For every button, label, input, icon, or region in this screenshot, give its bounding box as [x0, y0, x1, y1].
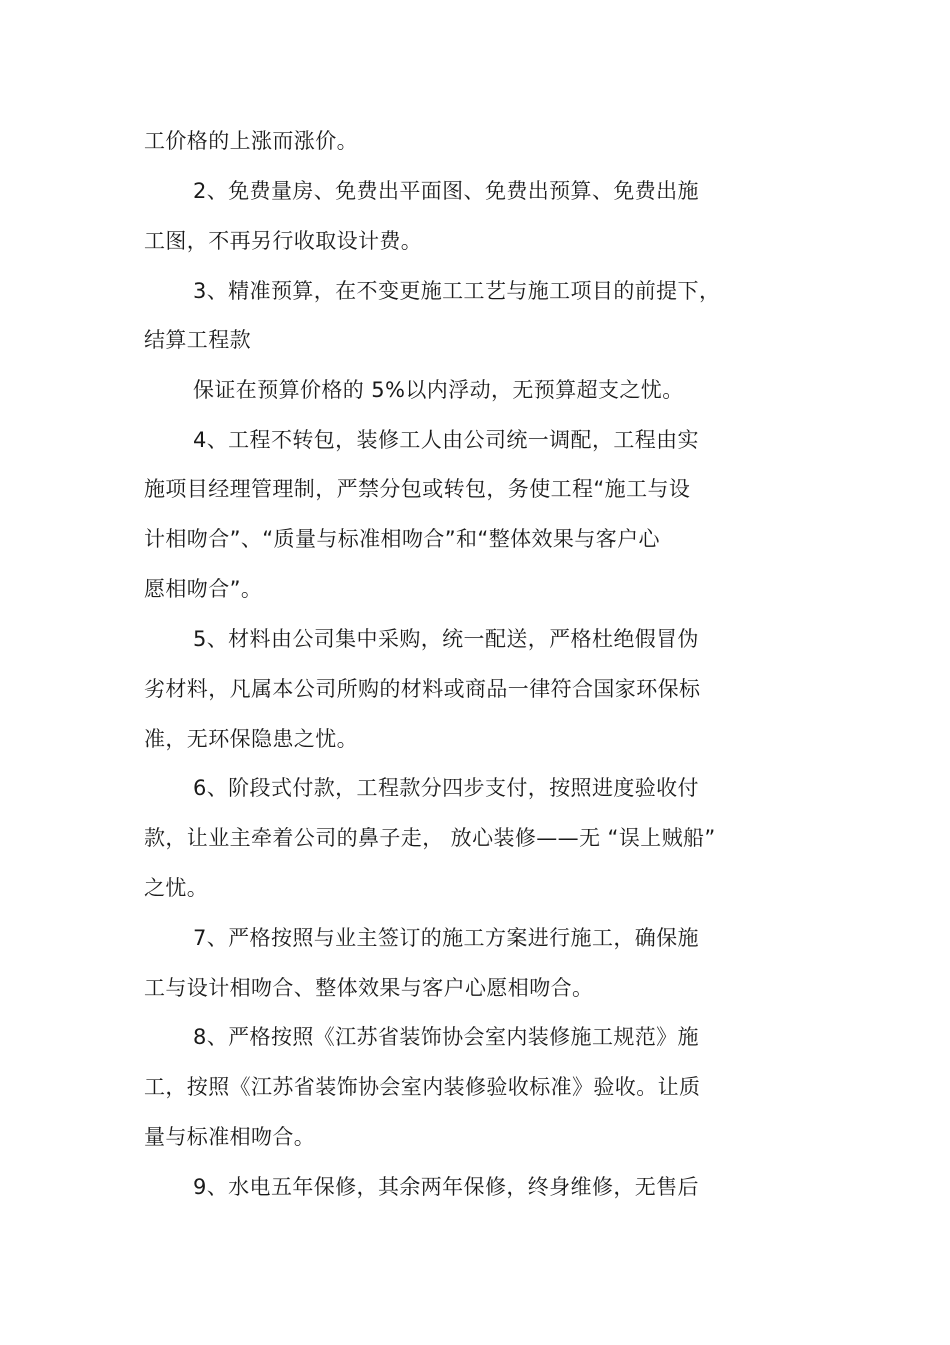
- text-line-8: 施项目经理管理制，严禁分包或转包，务使工程“施工与设: [144, 477, 691, 501]
- text-line-15: 款，让业主牵着公司的鼻子走， 放心装修——无 “误上贼船”: [144, 826, 716, 850]
- text-line-20: 工，按照《江苏省装饰协会室内装修验收标准》验收。让质: [144, 1075, 701, 1099]
- text-line-4: 3、精准预算，在不变更施工工艺与施工项目的前提下，: [193, 279, 721, 303]
- text-line-10: 愿相吻合”。: [144, 577, 263, 601]
- text-line-12: 劣材料，凡属本公司所购的材料或商品一律符合国家环保标: [144, 677, 701, 701]
- text-line-17: 7、严格按照与业主签订的施工方案进行施工，确保施: [193, 926, 699, 950]
- text-line-11: 5、材料由公司集中采购，统一配送，严格杜绝假冒伪: [193, 627, 699, 651]
- text-line-2: 2、免费量房、免费出平面图、免费出预算、免费出施: [193, 179, 699, 203]
- text-line-6: 保证在预算价格的 5%以内浮动，无预算超支之忧。: [193, 378, 684, 402]
- text-line-18: 工与设计相吻合、整体效果与客户心愿相吻合。: [144, 976, 594, 1000]
- text-line-22: 9、水电五年保修，其余两年保修，终身维修，无售后: [193, 1175, 699, 1199]
- text-line-14: 6、阶段式付款，工程款分四步支付，按照进度验收付: [193, 776, 699, 800]
- text-line-13: 准，无环保隐患之忧。: [144, 727, 358, 751]
- text-line-3: 工图，不再另行收取设计费。: [144, 229, 423, 253]
- text-line-16: 之忧。: [144, 876, 209, 900]
- text-line-7: 4、工程不转包，装修工人由公司统一调配，工程由实: [193, 428, 699, 452]
- text-line-1: 工价格的上涨而涨价。: [144, 129, 358, 153]
- text-line-5: 结算工程款: [144, 328, 251, 352]
- text-line-21: 量与标准相吻合。: [144, 1125, 316, 1149]
- text-line-19: 8、严格按照《江苏省装饰协会室内装修施工规范》施: [193, 1025, 699, 1049]
- text-line-9: 计相吻合”、“质量与标准相吻合”和“整体效果与客户心: [144, 527, 660, 551]
